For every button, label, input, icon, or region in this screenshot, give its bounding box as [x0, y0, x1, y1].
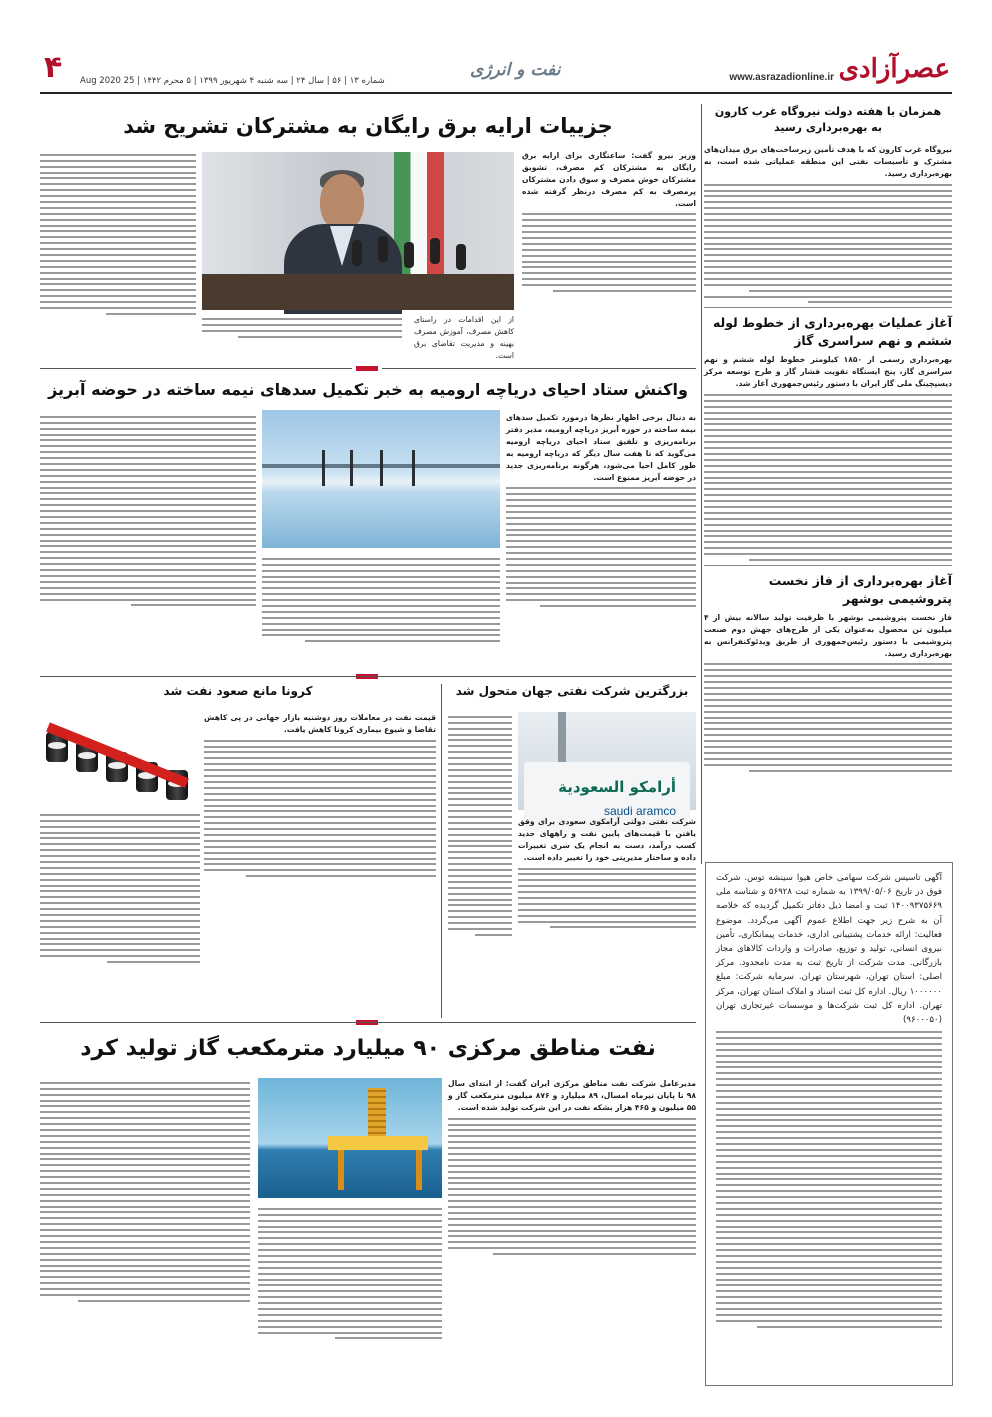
article-lead-free-power: وزیر نیرو گفت: ساعتگاری برای ارایه برق رایگان به مشترکان کم مصرف، تشویق مشترکان خوش مصرف و سوق دادن مشترکان پرمصرف به کم مصرف درنظر گرفته شده است.	[522, 151, 696, 208]
page-number: ۴	[44, 50, 63, 85]
article-body-lines	[40, 1082, 250, 1302]
article-body-lines	[448, 1118, 696, 1255]
newspaper-logo: عصرآزادی	[838, 54, 950, 84]
lake-post	[380, 450, 383, 486]
masthead	[40, 50, 952, 94]
article-lead-bushehr: فاز نخست پتروشیمی بوشهر با ظرفیت تولید سالانه بیش از ۴ میلیون تن محصول به‌عنوان یکی از طرح‌های جهش دوم صنعت پتروشیمی با دستور رئیس‌جمهوری از طریق ویدئوکنفرانس به بهره‌برداری رسید.	[704, 612, 952, 658]
corona-col-2	[40, 810, 200, 1012]
urmia-col-3	[40, 412, 256, 668]
article-title-free-power: جزییات ارایه برق رایگان به مشترکان تشریح شد	[123, 114, 613, 138]
photo-figure-head	[320, 174, 364, 230]
article-title-pipeline: آغاز عملیات بهره‌برداری از خطوط لوله ششم و نهم سراسری گاز	[712, 315, 952, 349]
article-body-lines	[506, 487, 696, 607]
legal-notice-box	[705, 862, 953, 1386]
separator-mark	[356, 366, 378, 371]
section-title: نفت و انرژی	[470, 60, 561, 80]
article-body-lines	[522, 213, 696, 292]
legal-notice-text: آگهی تاسیس شرکت سهامی خاص هیوا سینشه توس. شرکت فوق در تاریخ ۱۳۹۹/۰۵/۰۶ به شماره ثبت ۵۶۹۲۸ و شناسه ملی ۱۴۰۰۹۳۷۵۶۶۹ ثبت و امضا ذیل دفاتر تکمیل گردیده که خلاصه آن به شرح زیر جهت اطلاع عموم آگهی می‌گردد. موضوع فعالیت: ارائه خدمات پشتیبانی اداری، خدمات پیمانکاری، تأمین نیروی انسانی، تولید و توزیع، صادرات و واردات کالاهای مجاز بازرگانی. مدت شرکت از تاریخ ثبت به مدت نامحدود. مرکز اصلی: استان تهران، شهرستان تهران. سرمایه شرکت: مبلغ ۱۰۰۰۰۰۰ ریال. اداره کل ثبت اسناد و املاک استان تهران، مرکز تهران. اداره کل ثبت شرکت‌ها و موسسات غیرتجاری تهران (۹۶۰۰۰۵۰)	[716, 873, 942, 1026]
article-pipeline	[704, 307, 952, 561]
microphone-icon	[430, 238, 440, 264]
central-gas-col-1	[448, 1078, 696, 1388]
separator-line	[40, 368, 352, 369]
article-title-urmia: واکنش ستاد احیای دریاچه ارومیه به خبر تکمیل سدهای نیمه ساخته در حوضه آبریز	[48, 380, 688, 399]
central-gas-col-3	[40, 1078, 250, 1388]
article-lead-corona: قیمت نفت در معاملات روز دوشنبه بازار جهانی در پی کاهش تقاضا و شیوع بیماری کرونا کاهش یافت.	[204, 713, 436, 734]
article-title-bushehr: آغاز بهره‌برداری از فاز نخست پتروشیمی بوشهر	[768, 572, 952, 606]
pipe-graphic	[558, 712, 566, 766]
lake-post	[322, 450, 325, 486]
article-body-lines	[204, 740, 436, 877]
article-body-lines	[40, 154, 196, 315]
site-url[interactable]: www.asrazadionline.ir	[729, 72, 834, 83]
urmia-col-1	[506, 412, 696, 668]
article-body-lines	[448, 716, 512, 936]
rig-leg	[416, 1150, 422, 1190]
separator-line	[40, 676, 696, 677]
rig-deck	[328, 1136, 428, 1150]
separator-line	[382, 368, 696, 369]
article-body-lines	[40, 814, 200, 963]
photo-desk	[202, 274, 514, 310]
lake-post	[412, 450, 415, 486]
corona-col-1	[204, 712, 436, 1012]
aramco-logo-arabic: أرامكو السعودية	[558, 778, 676, 796]
separator-line	[40, 1022, 696, 1023]
article-lead-aramco: شرکت نفتی دولتی آرامکوی سعودی برای وفق یافتن با قیمت‌های پایین نفت و راههای جدید کسب درآمد، دست به انجام یک سری تغییرات داده و ساختار مدیریتی خود را تغییر داده است.	[518, 817, 696, 862]
photo-caption-free-power: از این اقدامات در راستای کاهش مصرف، آموزش مصرف بهینه و مدیریت تقاضای برق است.	[414, 315, 514, 360]
urmia-lake-photo	[262, 410, 500, 548]
article-lead-pipeline: بهره‌برداری رسمی از ۱۸۵۰ کیلومتر خطوط لوله ششم و نهم سراسری گاز، پنج ایستگاه تقویت فشار گاز و طرح توسعه مرکز دیسپچینگ ملی گاز ایران با دستور رئیس‌جمهوری آغاز شد.	[704, 355, 953, 389]
issue-info: شماره ۱۳ | ۵۶ | سال ۲۴ | سه شنبه ۴ شهریور ۱۳۹۹ | ۵ محرم ۱۴۴۲ | 25 Aug 2020	[80, 76, 385, 86]
aramco-photo	[518, 712, 696, 818]
article-title-karun: همزمان با هفته دولت نیروگاه غرب کارون به بهره‌برداری رسید	[714, 105, 942, 134]
article-body-pipeline	[704, 394, 952, 561]
offshore-rig-photo	[258, 1078, 442, 1198]
article-lead-karun: نیروگاه غرب کارون که با هدف تأمین زیرساخت‌های برق میدان‌های مشترک و تأسیسات نفتی این منطقه عملیاتی شده است، به بهره‌برداری رسید.	[704, 145, 952, 178]
aramco-col-1	[518, 816, 696, 1016]
microphone-icon	[456, 244, 466, 270]
aramco-col-2	[448, 712, 512, 1016]
barrel-label	[78, 752, 96, 759]
free-power-col-3	[40, 150, 196, 362]
central-gas-col-2	[258, 1204, 442, 1388]
right-sidebar	[704, 104, 952, 864]
article-body-bushehr	[704, 663, 952, 771]
minister-photo	[202, 152, 514, 310]
column-divider	[701, 104, 702, 864]
free-power-col-1	[522, 150, 696, 362]
microphone-icon	[352, 240, 362, 266]
article-lead-central-gas: مدیرعامل شرکت نفت مناطق مرکزی ایران گفت: از ابتدای سال ۹۸ تا پایان تیرماه امسال، ۸۹ میلیارد و ۸۷۶ میلیون مترمکعب گاز و ۵۵ میلیون و ۴۶۵ هزار بشکه نفت در این شرکت تولید شده است.	[448, 1079, 696, 1112]
article-body-lines	[202, 314, 402, 341]
article-title-aramco: بزرگترین شرکت نفتی جهان متحول شد	[455, 684, 689, 698]
article-title-corona: کرونا مانع صعود نفت شد	[163, 684, 313, 698]
microphone-icon	[378, 236, 388, 262]
urmia-col-2	[262, 554, 500, 668]
free-power-under-photo	[202, 314, 514, 362]
legal-notice-lines	[716, 1031, 942, 1328]
article-body-karun	[704, 184, 952, 304]
microphone-icon	[404, 242, 414, 268]
lake-post	[350, 450, 353, 486]
article-title-central-gas: نفت مناطق مرکزی ۹۰ میلیارد مترمکعب گاز تولید کرد	[80, 1036, 656, 1061]
barrel-label	[48, 742, 66, 749]
article-body-lines	[40, 416, 256, 607]
article-body-lines	[262, 558, 500, 642]
oil-barrels-graphic	[40, 712, 200, 804]
article-lead-urmia: به دنبال برخی اظهار نظرها درمورد تکمیل سدهای نیمه ساخته در حوزه آبریز دریاچه ارومیه، مدیر دفتر برنامه‌ریزی و تلفیق ستاد احیای دریاچه ارومیه می‌گوید که تا هفت سال دیگر که دریاچه ارومیه به طور کامل احیا می‌شود، هرگونه برنامه‌ریزی جدید در حوضه آبریز ممنوع است.	[506, 413, 696, 482]
rig-tower	[368, 1088, 386, 1138]
rig-leg	[338, 1150, 344, 1190]
article-body-lines	[518, 868, 696, 929]
aramco-logo-latin: saudi aramco	[603, 804, 676, 818]
article-body-lines	[258, 1208, 442, 1340]
column-divider	[441, 684, 442, 1018]
article-bushehr	[704, 565, 952, 772]
